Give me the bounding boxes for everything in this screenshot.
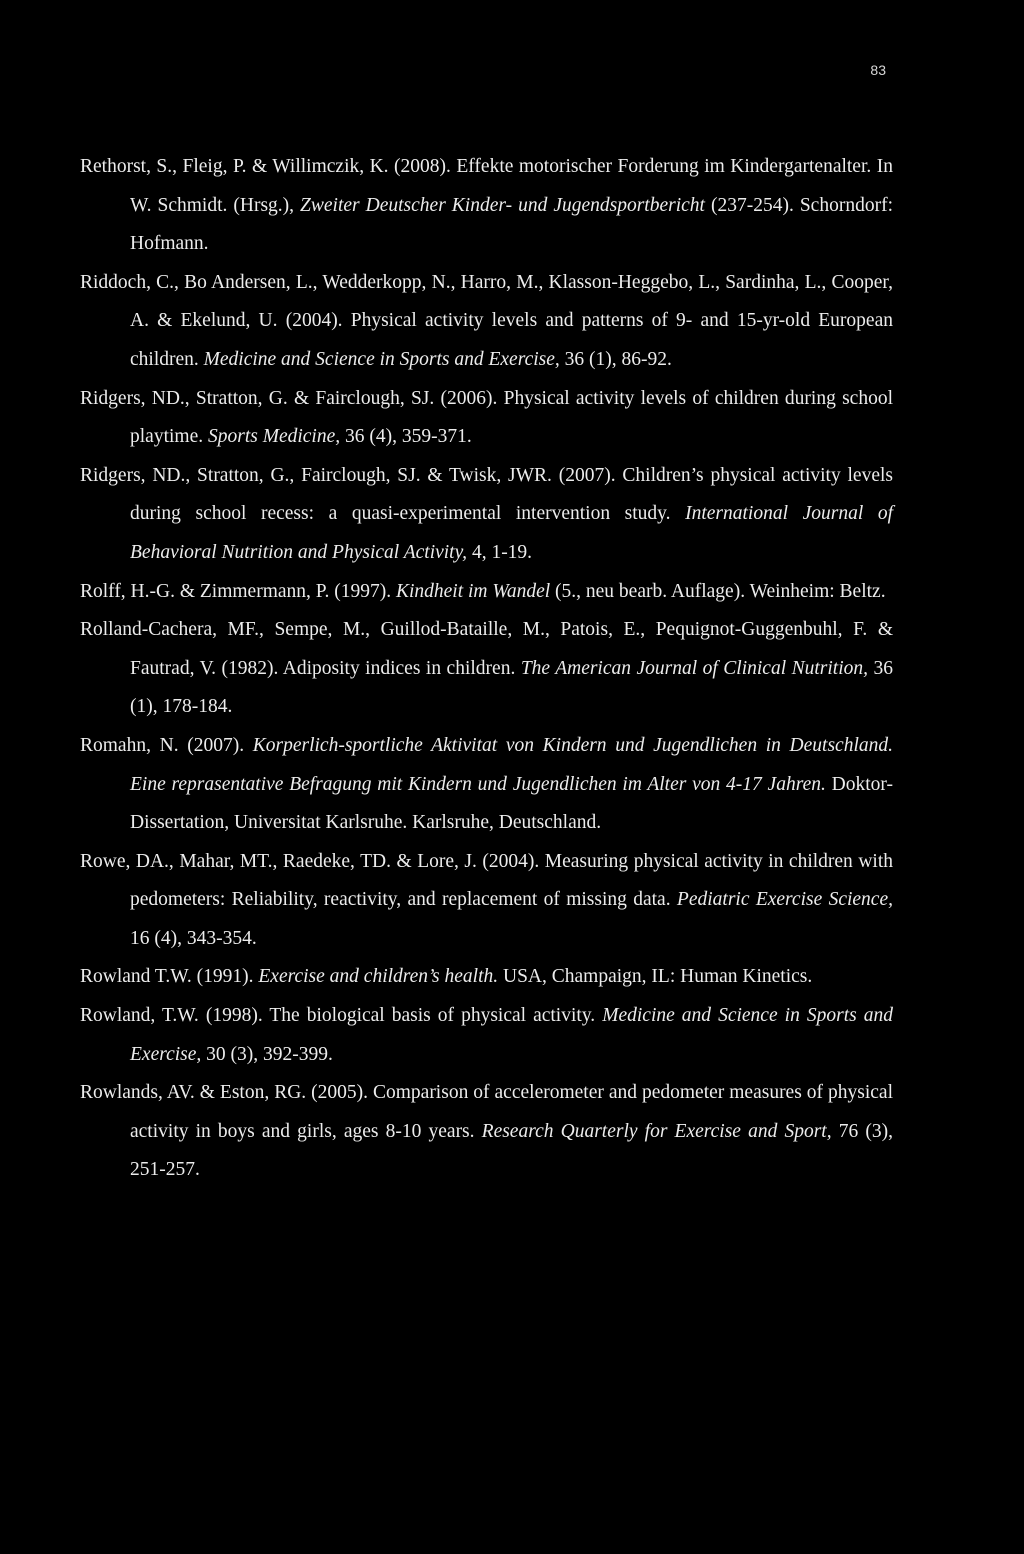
reference-text: 76 (3), 251-257. <box>130 1120 893 1181</box>
reference-entry <box>80 148 893 264</box>
reference-text: (237-254). Schorndorf: Hofmann. <box>130 194 893 255</box>
reference-text: 4, 1-19. <box>467 541 533 563</box>
reference-text: Rethorst, S., Fleig, P. & Willimczik, K. (2008). Effekte motorischer Forderung im Kindergartenalter. In W. Schmidt. (Hrsg.), <box>80 156 893 216</box>
reference-journal: Pediatric Exercise Science, <box>676 889 893 911</box>
reference-text: Ridgers, ND., Stratton, G., Fairclough, SJ. & Twisk, JWR. (2007). Children’s physical activity levels during school recess: a quasi-experimental intervention study. <box>80 464 893 525</box>
reference-text: 36 (4), 359-371. <box>340 426 472 448</box>
reference-text: Rowlands, AV. & Eston, RG. (2005). Comparison of accelerometer and pedometer measures of physical activity in boys and girls, ages 8-10 years. <box>80 1082 893 1142</box>
reference-text: Doktor-Dissertation, Universitat Karlsruhe. Karlsruhe, Deutschland. <box>130 773 893 834</box>
reference-text: 30 (3), 392-399. <box>201 1043 333 1065</box>
reference-text: 36 (1), 178-184. <box>130 657 894 718</box>
reference-entry <box>80 264 893 380</box>
reference-text: USA, Champaign, IL: Human Kinetics. <box>498 966 813 988</box>
reference-title: Korperlich-sportliche Aktivitat von Kindern und Jugendlichen in Deutschland. Eine reprasentative Befragung mit Kindern und Jugendlichen im Alter von 4-17 Jahren. <box>130 734 893 795</box>
reference-journal: Medicine and Science in Sports and Exercise, <box>130 1005 893 1065</box>
reference-journal: The American Journal of Clinical Nutrition, <box>520 657 869 679</box>
reference-entry <box>80 997 893 1074</box>
reference-text: Rowland T.W. (1991). <box>80 966 259 988</box>
reference-entry <box>80 457 893 573</box>
reference-journal: International Journal of Behavioral Nutrition and Physical Activity, <box>130 503 893 563</box>
reference-entry <box>80 727 893 843</box>
reference-text: 36 (1), 86-92. <box>559 348 672 370</box>
reference-text: (5., neu bearb. Auflage). Weinheim: Beltz. <box>550 580 886 602</box>
reference-entry <box>80 380 893 457</box>
reference-journal: Research Quarterly for Exercise and Sport, <box>481 1120 832 1142</box>
reference-journal: Sports Medicine, <box>207 426 341 448</box>
reference-text: Riddoch, C., Bo Andersen, L., Wedderkopp, N., Harro, M., Klasson-Heggebo, L., Sardinha, L., Cooper, A. & Ekelund, U. (2004). Physical activity levels and patterns of 9- and 15-yr-old European children. <box>80 271 893 370</box>
reference-text: Romahn, N. (2007). <box>80 734 253 756</box>
reference-entry <box>80 958 893 997</box>
reference-entry <box>80 843 893 959</box>
reference-title: Exercise and children’s health. <box>258 966 499 988</box>
reference-list <box>80 148 893 1190</box>
page-number: 83 <box>870 62 886 78</box>
reference-text: Ridgers, ND., Stratton, G. & Fairclough, SJ. (2006). Physical activity levels of children during school playtime. <box>80 387 893 448</box>
reference-journal: Medicine and Science in Sports and Exercise, <box>203 348 560 370</box>
reference-text: Rowland, T.W. (1998). The biological basis of physical activity. <box>80 1005 603 1027</box>
reference-text: Rolff, H.-G. & Zimmermann, P. (1997). <box>80 580 396 602</box>
reference-text: Rolland-Cachera, MF., Sempe, M., Guillod-Bataille, M., Patois, E., Pequignot-Guggenbuhl, F. & Fautrad, V. (1982). Adiposity indices in children. <box>80 619 893 679</box>
reference-title: Zweiter Deutscher Kinder- und Jugendsportbericht <box>300 194 705 216</box>
reference-entry <box>80 1074 893 1190</box>
reference-entry <box>80 611 893 727</box>
reference-title: Kindheit im Wandel <box>395 580 551 602</box>
reference-entry <box>80 573 893 612</box>
reference-text: 16 (4), 343-354. <box>130 927 257 949</box>
reference-text: Rowe, DA., Mahar, MT., Raedeke, TD. & Lore, J. (2004). Measuring physical activity in children with pedometers: Reliability, reactivity, and replacement of missing data. <box>80 850 893 911</box>
